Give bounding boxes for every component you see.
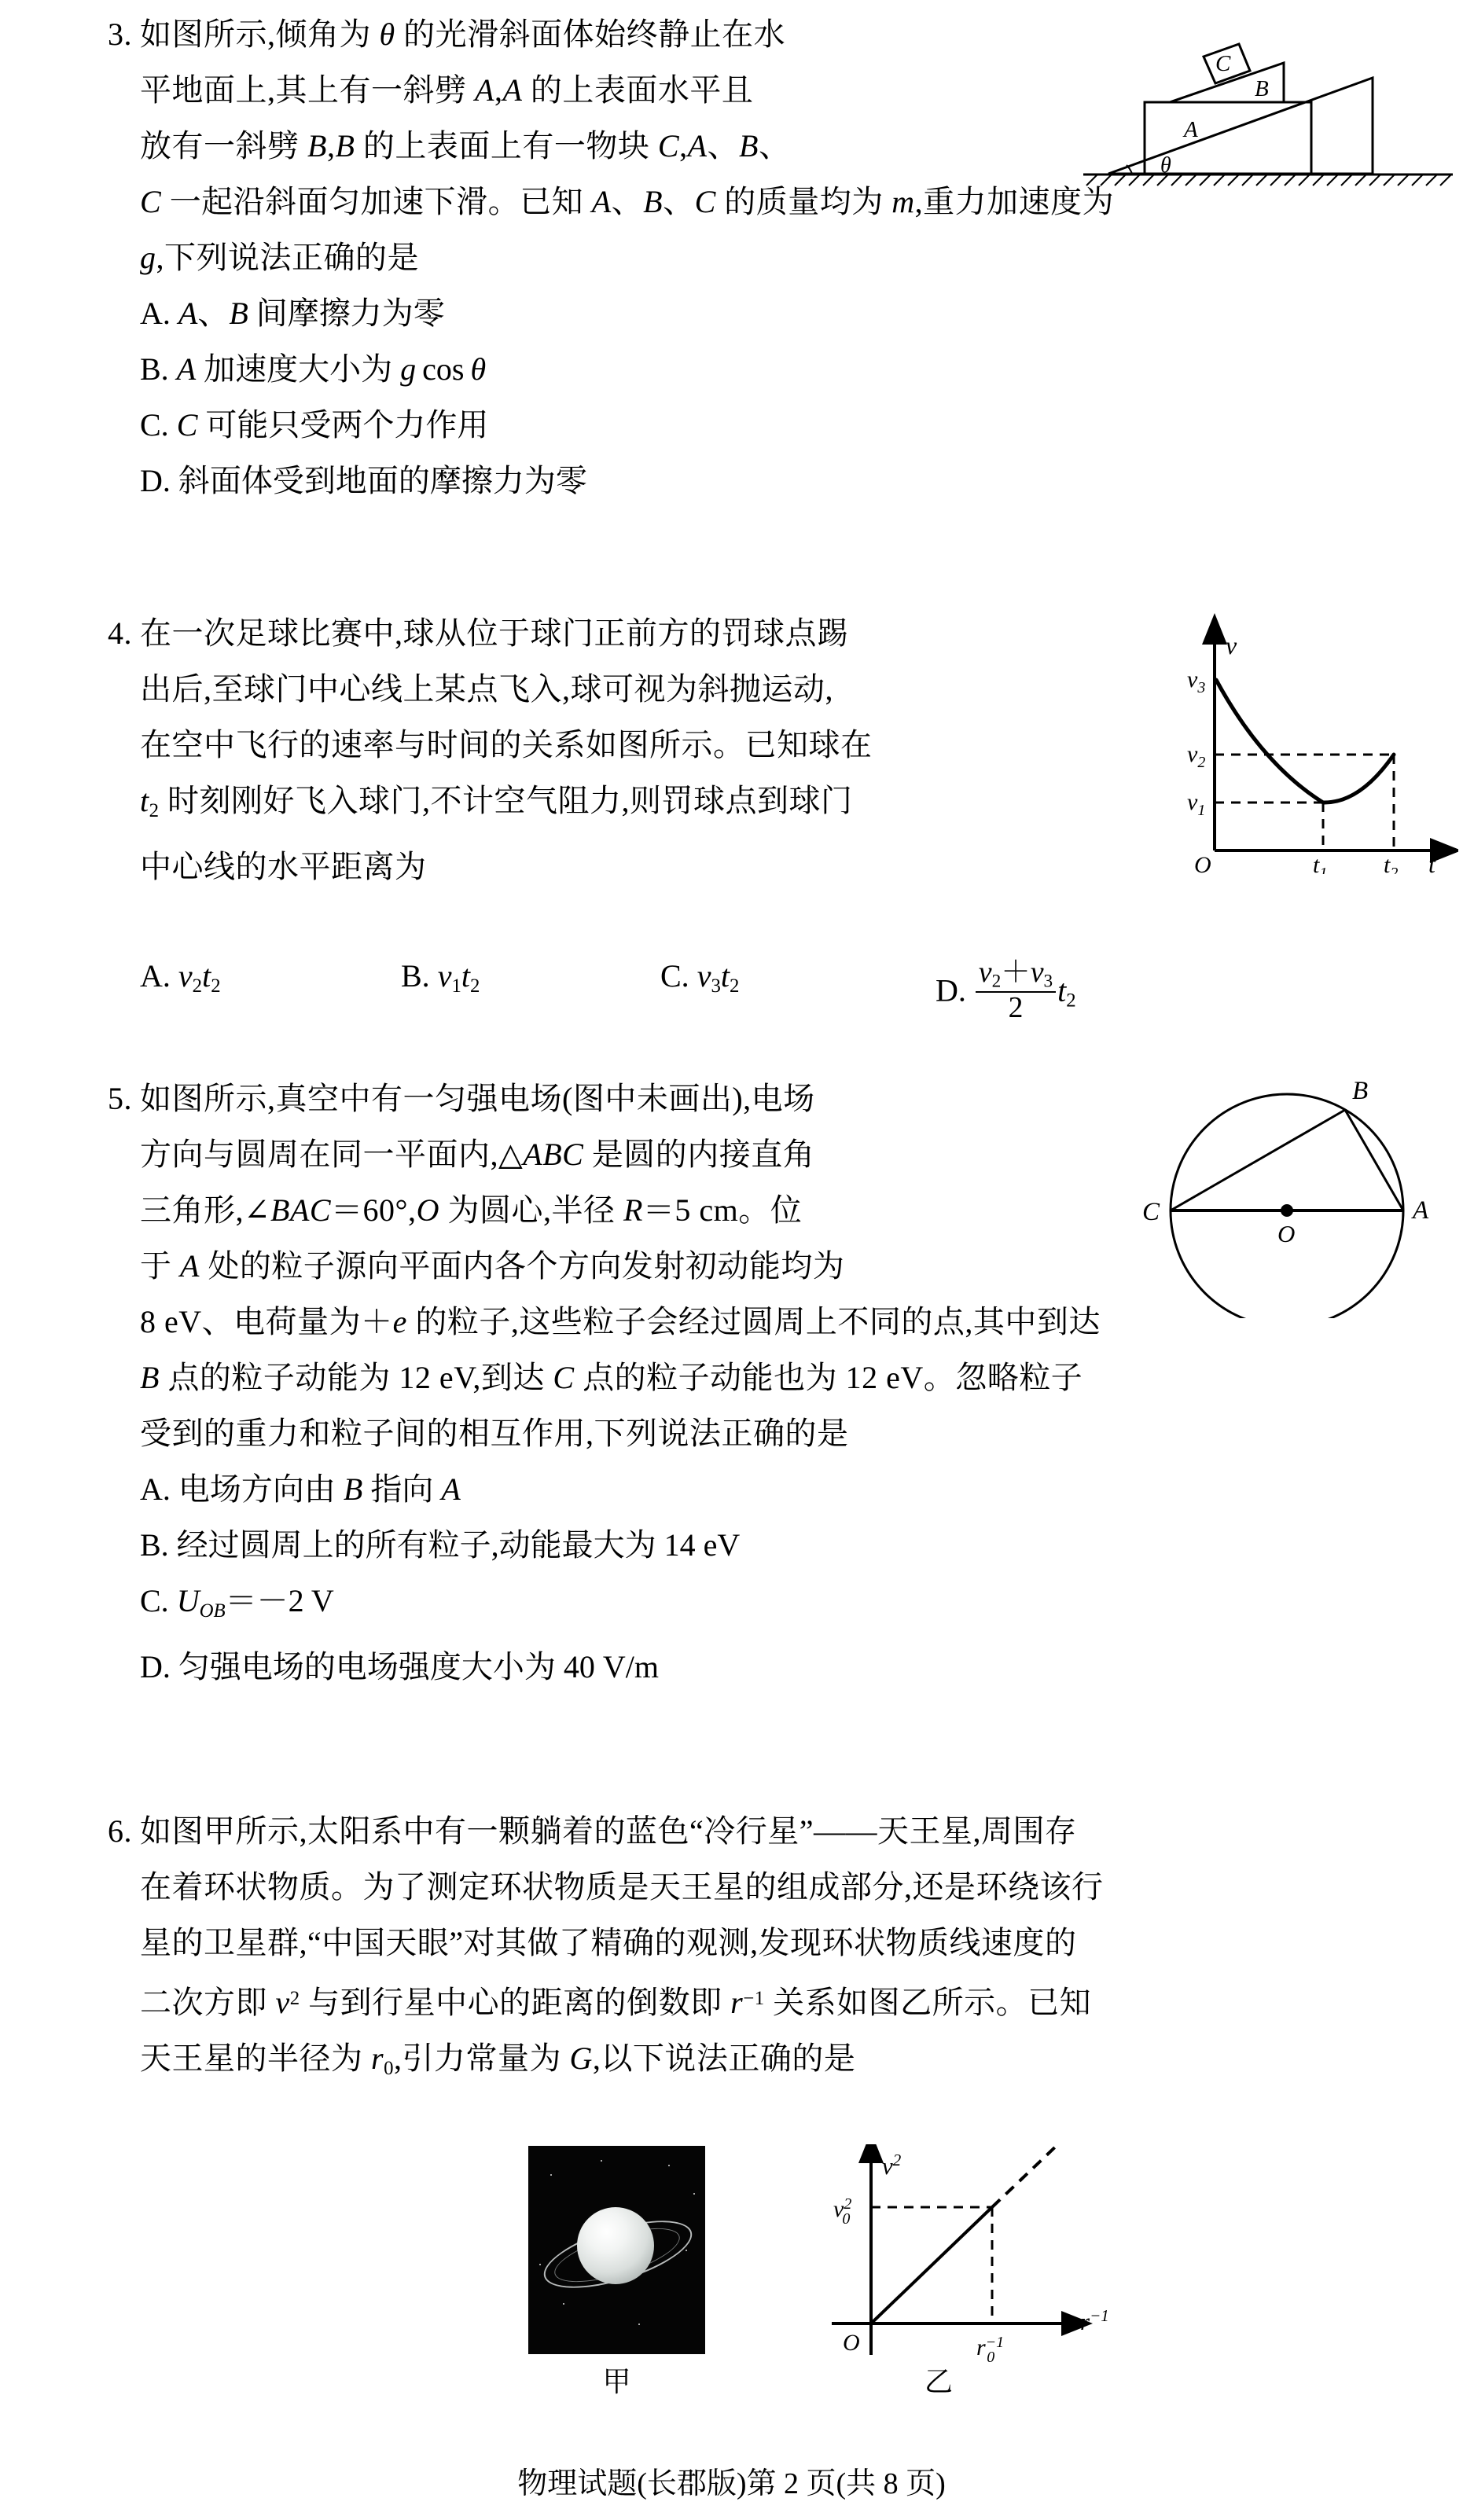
label-o: O [1277, 1220, 1296, 1247]
question-3-text-5: g,下列说法正确的是 [140, 240, 419, 275]
question-5-text-1: 如图所示,真空中有一匀强电场(图中未画出),电场 [140, 1081, 815, 1116]
label-theta: θ [1160, 153, 1171, 178]
question-4-line-3 [86, 717, 873, 773]
question-6-line-3 [86, 1915, 1104, 1971]
question-3-option-b[interactable]: B. A 加速度大小为 g cos θ [140, 351, 487, 387]
question-3-option-a[interactable]: A. A、B 间摩擦力为零 [140, 296, 445, 331]
question-6-line-4 [86, 1971, 1104, 2030]
question-4-option-a[interactable]: A. $v_2t_2$ [140, 958, 221, 997]
figure-jia-caption: 甲 [602, 2366, 631, 2397]
tick-r0-inverse: $r^{-1}$ 0 [976, 2334, 1005, 2366]
figure-yi-caption: 乙 [924, 2366, 953, 2397]
question-6-line-1 [86, 1803, 1104, 1859]
tick-v1: $v_1$ [1187, 789, 1206, 819]
question-5-line-4 [86, 1238, 1101, 1294]
question-4-text-2: 出后,至球门中心线上某点飞入,球可视为斜抛运动, [140, 671, 833, 707]
label-b: B [1255, 76, 1269, 101]
tick-v3: $v_3$ [1187, 667, 1206, 696]
question-3-line-4 [86, 174, 1114, 230]
question-6-number: 6. [108, 1813, 132, 1849]
question-5-line-6 [86, 1350, 1101, 1405]
uranus-photo [528, 2146, 705, 2397]
question-6-text-1: 如图甲所示,太阳系中有一颗躺着的蓝色“冷行星”——天王星,周围存 [140, 1813, 1077, 1849]
question-5-option-c[interactable]: C. $U_{OB}=-2$ V [140, 1583, 334, 1622]
question-5-line-2 [86, 1126, 1101, 1182]
origin-label: O [1194, 852, 1211, 874]
speed-time-graph [1144, 607, 1458, 874]
inscribed-triangle-circle [1105, 1078, 1458, 1318]
question-5-text-3: 三角形,∠BAC＝60°,O 为圆心,半径 R＝5 cm。位 [140, 1192, 803, 1228]
question-5-text-7: 受到的重力和粒子间的相互作用,下列说法正确的是 [140, 1416, 849, 1451]
question-3-text-1: 如图所示,倾角为 θ 的光滑斜面体始终静止在水 [140, 17, 786, 52]
question-6-text-4: 二次方即 $v^2$ 与到行星中心的距离的倒数即 $r^{-1}$ 关系如图乙所示。已知 [140, 1985, 1092, 2021]
question-6-line-2 [86, 1859, 1104, 1915]
question-6 [86, 1803, 1104, 2096]
v-squared-vs-inverse-r-graph [810, 2144, 1124, 2397]
label-c: C [1142, 1198, 1160, 1226]
question-5-option-a[interactable]: A. 电场方向由 B 指向 A [140, 1471, 461, 1507]
page-footer: 物理试题(长郡版)第 2 页(共 8 页) [517, 2467, 946, 2500]
origin-label: O [843, 2330, 860, 2356]
question-5-text-5: 8 eV、电荷量为＋e 的粒子,这些粒子会经过圆周上不同的点,其中到达 [140, 1304, 1101, 1339]
question-3-text-2: 平地面上,其上有一斜劈 A,A 的上表面水平且 [140, 72, 754, 108]
question-3 [86, 6, 1114, 509]
question-4-text-4: $t_2$ 时刻刚好飞入球门,不计空气阻力,则罚球点到球门 [140, 783, 853, 821]
question-5 [86, 1071, 1101, 1695]
axis-label-v: v [1226, 631, 1237, 659]
question-5-text-6: B 点的粒子动能为 12 eV,到达 C 点的粒子动能也为 12 eV。忽略粒子 [140, 1360, 1083, 1395]
question-3-option-d[interactable]: D. 斜面体受到地面的摩擦力为零 [140, 463, 587, 498]
incline-wedge-diagram [1083, 11, 1453, 188]
tick-v2: $v_2$ [1187, 741, 1206, 771]
question-5-line-5 [86, 1294, 1101, 1350]
question-5-line-3 [86, 1182, 1101, 1238]
label-b: B [1352, 1078, 1369, 1105]
axis-label-v2: $v^2$ [882, 2151, 902, 2180]
question-3-line-5 [86, 230, 1114, 285]
question-4-line-4 [86, 773, 873, 839]
question-5-option-d[interactable]: D. 匀强电场的电场强度大小为 40 V/m [140, 1648, 659, 1684]
axis-label-t: t [1428, 850, 1435, 874]
question-4-option-d[interactable]: D. $\frac{v_2+v_3}{2}$ $t_2$ [936, 957, 1076, 1025]
question-3-text-4: C 一起沿斜面匀加速下滑。已知 A、B、C 的质量均为 m,重力加速度为 [140, 184, 1115, 219]
question-4-text-1: 在一次足球比赛中,球从位于球门正前方的罚球点踢 [140, 615, 849, 651]
uranus-image [528, 2146, 705, 2354]
question-5-line-7 [86, 1405, 1101, 1461]
question-4-text-5: 中心线的水平距离为 [140, 848, 427, 884]
label-c: C [1215, 51, 1231, 76]
axis-label-r-inverse: $r^{-1}$ [1080, 2306, 1109, 2335]
label-a: A [1413, 1196, 1429, 1225]
question-3-line-1 [86, 6, 1114, 62]
question-5-text-4: 于 A 处的粒子源向平面内各个方向发射初动能均为 [140, 1248, 845, 1284]
question-5-text-2: 方向与圆周在同一平面内,△ABC 是圆的内接直角 [140, 1137, 815, 1172]
question-4-line-1 [86, 605, 873, 661]
question-5-number: 5. [108, 1081, 132, 1116]
question-4-option-b[interactable]: B. $v_1t_2$ [401, 958, 480, 997]
question-4-line-5 [86, 839, 873, 894]
question-6-text-5: 天王星的半径为 $r_0$,引力常量为 G,以下说法正确的是 [140, 2041, 856, 2080]
tick-t2: $t_2$ [1384, 852, 1399, 874]
question-5-option-b[interactable]: B. 经过圆周上的所有粒子,动能最大为 14 eV [140, 1527, 741, 1563]
question-3-number: 3. [108, 17, 132, 52]
question-4-line-2 [86, 661, 873, 717]
question-3-line-3 [86, 118, 1114, 174]
tick-v0-squared: $v^2$ 0 [833, 2195, 852, 2228]
question-3-option-c[interactable]: C. C 可能只受两个力作用 [140, 407, 489, 443]
question-3-text-3: 放有一斜劈 B,B 的上表面上有一物块 C,A、B、 [140, 128, 791, 163]
question-6-text-2: 在着环状物质。为了测定环状物质是天王星的组成部分,还是环绕该行 [140, 1869, 1104, 1905]
question-4-text-3: 在空中飞行的速率与时间的关系如图所示。已知球在 [140, 727, 873, 762]
question-4-number: 4. [108, 615, 132, 651]
question-4 [86, 605, 873, 894]
question-4-option-c[interactable]: C. $v_3t_2$ [660, 958, 740, 997]
question-3-line-2 [86, 62, 1114, 118]
uranus-globe [577, 2207, 654, 2284]
question-5-line-1 [86, 1071, 1101, 1126]
tick-t1: $t_1$ [1313, 852, 1328, 874]
question-6-text-3: 星的卫星群,“中国天眼”对其做了精确的观测,发现环状物质线速度的 [140, 1925, 1077, 1960]
question-6-line-5 [86, 2030, 1104, 2096]
label-a: A [1184, 117, 1198, 142]
